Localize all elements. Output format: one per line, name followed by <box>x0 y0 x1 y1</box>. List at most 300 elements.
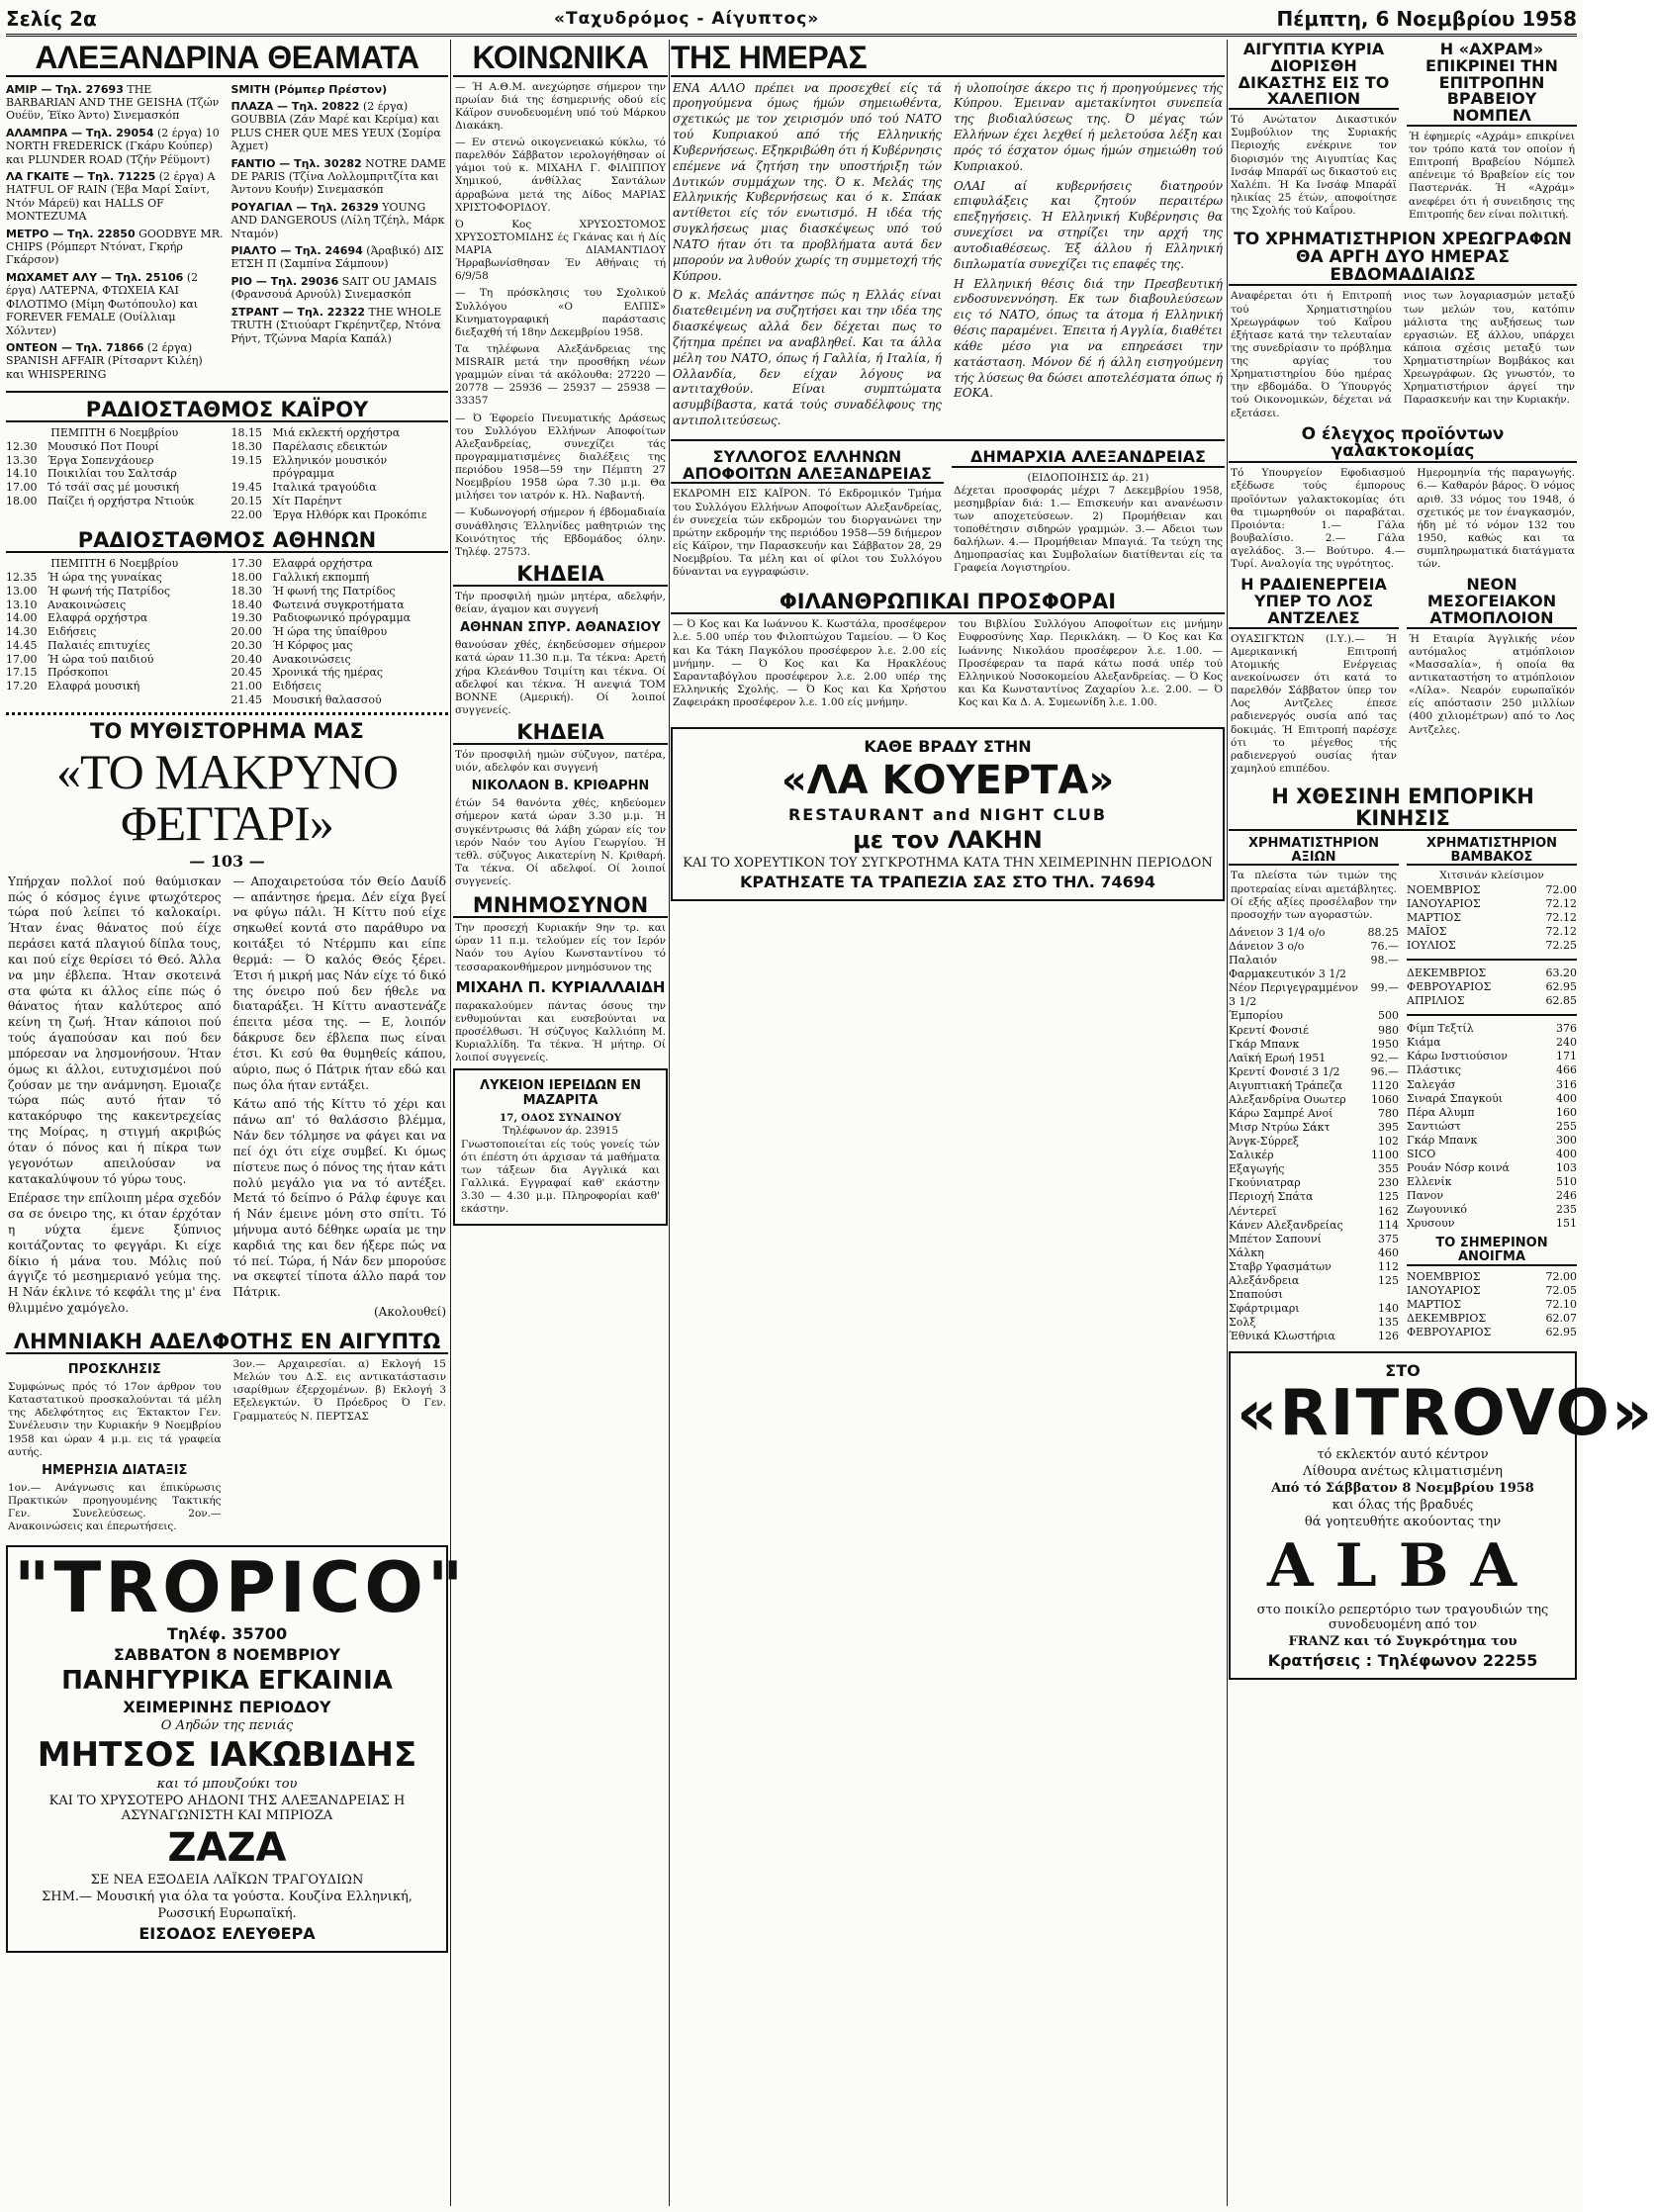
price-value: 246 <box>1556 1189 1577 1203</box>
social-item: — Κυδωνογορή σήμερον ή έβδομαδιαία συνάθλησις Έλληνίδες μαθητριών της Κοινότητος τής Εβδομάδος όλην. Τηλέφ. 27573. <box>455 507 666 558</box>
market-heading: Η ΧΘΕΣΙΝΗ ΕΜΠΟΡΙΚΗ ΚΙΝΗΣΙΣ <box>1229 785 1577 831</box>
ahram-text: Ή έφημερίς «Αχράμ» επικρίνει τον τρόπο κατά τον οποίον ή Επιτροπή Βραβείου Νόμπελ απένειμε τό Βραβείον είς τον Παστερνάκ. Ή «Αχράμ» ανεφέρει ότι ή συνειδησις της Επιτροπής δεν είναι πολιτική. <box>1409 130 1575 221</box>
price-name: Σαλεγάσ <box>1407 1077 1456 1091</box>
theatre-name: FANTIO — Τηλ. 30282 <box>230 156 362 170</box>
price-name: Ελλενίκ <box>1407 1175 1452 1189</box>
theatre-program: YOUNG AND DANGEROUS (Λίλη Τζέηλ, Μάρκ Νταμόν) <box>230 200 445 240</box>
schedule-program: Ή φωνή τής Πατρίδος <box>47 584 170 598</box>
schedule-row <box>231 611 449 625</box>
price-row <box>1229 1246 1399 1260</box>
schedule-row <box>231 680 449 693</box>
alumni-text: ΕΚΔΡΟΜΗ ΕΙΣ ΚΑΪΡΟΝ. Τό Εκδρομικόν Τμήμα του Συλλόγου Ελλήνων Αποφοίτων Αλεξανδρείας, έν συνεχεία τών εκδρομών του διοργανώνει την πρώτην εκδρομήν της περιόδου 1958—59 διήμερον είς Κάϊρον, την Παρασκευήν και Σάββατον 28, 29 Νοεμβρίου. Τα μέλη και οί φίλοι του Συλλόγου δύνανται να εγγραφώσιν. <box>673 488 942 579</box>
day-text: ή υλοποίησε άκερο τις ή προηγούμενες τής Κύπρου. Έμειναν αμετακίνητοι συνεπεία της βιοδιαλύσεως της. Ό μέγας τών Ελλήνων έχει λεχθεί ή μελετούσα λέξη και πρός τό έσχατον όμως ήμών σημειώθη τού Κυπριακού. <box>954 80 1223 173</box>
schedule-row <box>231 426 449 440</box>
schedule-program: Ή φωνή της Πατρίδος <box>272 584 396 598</box>
brotherhood-notice <box>6 1358 448 1537</box>
schedule-list <box>231 426 449 521</box>
theatre-name: ΜΕΤΡΟ — Τηλ. 22850 <box>6 227 136 240</box>
price-row <box>1229 1274 1399 1302</box>
tropico-with: και τό μπουζούκι του <box>156 1777 298 1793</box>
koyerta-with: με τον ΛΑΚΗΝ <box>853 826 1043 855</box>
schedule-time: 20.30 <box>230 638 262 652</box>
schedule-row <box>231 666 449 680</box>
schedule-time: 19.15 <box>230 453 262 467</box>
funeral-heading: ΚΗΔΕΙΑ <box>453 563 668 587</box>
schedule-row <box>231 625 449 639</box>
dairy-text: Ημερομηνία τής παραγωγής. 6.— Καθαρόν βάρος. Ό νόμος αριθ. 33 νόμος του 1948, ό σχετικός με τον έναγκασμόν, ήδη μέ τό νόμον 132 του 1950, καθώς και τα συμπληρωματικά διατάγματα τών. <box>1417 467 1575 571</box>
commodities-list <box>1407 1022 1577 1231</box>
schedule-program: Ή Κόρφος μας <box>272 638 353 652</box>
schedule-time: 18.00 <box>6 494 38 507</box>
schedule-time: 20.15 <box>230 494 262 507</box>
price-name: ΜΑΡΤΙΟΣ <box>1407 1297 1462 1311</box>
schedule-time: 13.10 <box>6 598 38 611</box>
schedule-row <box>6 454 224 468</box>
schedule-program: Ειδήσεις <box>272 680 322 693</box>
price-name: Πέρα Αλυμπ <box>1407 1105 1475 1119</box>
schedule-row <box>231 440 449 454</box>
ritrovo-line5: στο ποικίλο ρεπερτόριο των τραγουδιών της συνοδευομένη από τον <box>1256 1603 1549 1633</box>
price-row <box>1407 1148 1577 1161</box>
koyerta-type: RESTAURANT and NIGHT CLUB <box>787 805 1108 825</box>
price-name: ΦΕΒΡΟΥΑΡΙΟΣ <box>1407 980 1492 994</box>
novel-text: — Αποχαιρετούσα τόν Θείο Δαυίδ — απάντησε ήρεμα. Δέν είχα βγεί να φύγω πάλι. Ή Κίττυ πού είχε σηκωθεί κοντά στο παράθυρο να κοιτάξει τό Ντέρμπυ και είπε θερμά: — Ό καλός Θεός ξέρει. Έτσι ή μικρή μας Νάν είχε τό δικό της όνειρο πού δεν ήθελε να διαταράξει. Ή Κίττυ αναστενάζε έπειτα μέσα της. — Ε, λοιπόν δάκρυσε δεν έβλεπα πως είναι έτσι. Κι εσύ θα θυμηθείς κάπου, αύριο, πως ό Πάτρικ ήταν εδώ και πως όλα ήταν εντάξει. <box>232 874 446 1092</box>
price-value: 92.— <box>1370 1051 1399 1064</box>
column-left <box>6 40 468 1953</box>
cotton-list <box>1407 967 1577 1008</box>
schedule-row <box>6 599 224 612</box>
dotted-divider <box>6 712 448 715</box>
price-value: 72.05 <box>1545 1283 1577 1297</box>
price-name: Σαλικέρ <box>1229 1149 1274 1162</box>
schedule-time: 14.10 <box>6 467 38 481</box>
cotton-list <box>1407 883 1577 953</box>
price-name: ΜΑΪΟΣ <box>1407 924 1447 938</box>
funerals <box>453 563 668 888</box>
schedule-time: 19.45 <box>230 481 262 495</box>
mesogeiakon-heading: ΝΕΟΝ ΜΕΣΟΓΕΙΑΚΟΝ ΑΤΜΟΠΛΟΙΟΝ <box>1407 577 1577 628</box>
theatre-listing <box>6 271 224 337</box>
day-heading: ΤΗΣ ΗΜΕΡΑΣ <box>671 42 1225 77</box>
day-column <box>671 40 1225 433</box>
today-heading: ΤΟ ΣΗΜΕΡΙΝΟΝ ΑΝΟΙΓΜΑ <box>1407 1237 1577 1265</box>
la-koyerta-ad <box>671 727 1225 901</box>
theatre-program: NOTRE DAME DE PARIS (Τζίνα Λολλομπριτζίτα και Άντονυ Κουήν) Σινεμασκόπ <box>230 156 447 197</box>
price-name: Πλάστικς <box>1407 1063 1461 1077</box>
theatre-listing <box>231 83 449 96</box>
schedule-row <box>231 481 449 495</box>
theatre-program: (2 έργα) SPANISH AFFAIR (Ρίτσαρντ Κιλέη) και WHISPERING <box>6 340 203 381</box>
schedule-program: Μουσικό Ποτ Πουρί <box>47 439 159 453</box>
theatre-program: THE BARBARIAN AND THE GEISHA (Τζών Ουέϋν, Έϊκο Άντο) Σινεμασκόπ <box>6 82 220 123</box>
schedule-time: 18.40 <box>230 598 262 611</box>
column-divider <box>450 40 451 2206</box>
schedule-program: Πρόσκοποι <box>47 666 109 680</box>
price-row <box>1229 981 1399 1009</box>
schedule-program: Χρονικά τής ημέρας <box>272 666 384 680</box>
schedule-program: Ιταλικά τραγούδια <box>272 481 377 495</box>
price-name: Μπέτον Σαπουνί <box>1229 1232 1322 1245</box>
divider <box>1407 959 1577 961</box>
schedule-program: Παίζει ή ορχήστρα Ντιούκ <box>47 494 195 507</box>
theatre-listing <box>231 306 449 345</box>
schedule-row <box>231 653 449 667</box>
price-row <box>1407 1063 1577 1077</box>
right-mid <box>1229 575 1577 780</box>
lyceum-notice <box>453 1068 668 1226</box>
schedule-row <box>6 440 224 454</box>
schedule-time: 17.20 <box>6 680 38 693</box>
funeral-intro: Τήν προσφιλή ημών μητέρα, αδελφήν, θείαν, άγαμον και συγγενή <box>455 591 666 616</box>
price-row <box>1229 1190 1399 1204</box>
schedule-program: Ανακοινώσεις <box>47 598 127 611</box>
price-row <box>1407 1134 1577 1148</box>
price-row <box>1407 1106 1577 1120</box>
egypt-syria-text: Τό Ανώτατον Δικαστικόν Συμβούλιον της Συριακής Περιοχής ενέκρινε τον διορισμόν της Αιγυπτίας Κας Ινσάφ Μπαράϊ ως δικαστού εις Χαλέπι. Ή Κα Ινσάφ Μπαράϊ ηλικίας 25 έτών, αποφοίτησε της Σχολής τού Καΐρου. <box>1231 114 1397 218</box>
price-name: Χρυσουν <box>1407 1217 1455 1231</box>
schedule-time: 19.30 <box>230 611 262 625</box>
ritrovo-line4: θά γοητευθήτε ακούοντας την <box>1304 1515 1502 1530</box>
price-row <box>1407 939 1577 953</box>
theatre-listing <box>231 201 449 240</box>
theatre-listing <box>231 275 449 302</box>
theatre-program: (2 έργα) 10 NORTH FREDERICK (Γκάρυ Κούπερ) και PLUNDER ROAD (Τζήν Ρέϋμοντ) <box>6 126 220 166</box>
theatre-listing <box>6 170 224 224</box>
price-name: Σταβρ Υφασμάτων <box>1229 1259 1332 1273</box>
lyceum-address: 17, ΟΔΟΣ ΣΥΝΑΙΝΟΥ <box>499 1112 622 1125</box>
schedule-program: Μιά εκλεκτή ορχήστρα <box>272 426 401 440</box>
price-value: 62.95 <box>1545 980 1577 994</box>
price-name: Σφάρτριμαρι <box>1229 1302 1300 1316</box>
schedule-list <box>231 557 449 706</box>
price-name: Σαντιώστ <box>1407 1119 1461 1133</box>
center-top <box>671 40 1225 433</box>
price-row <box>1407 1120 1577 1134</box>
price-name: ΝΟΕΜΒΡΙΟΣ <box>1407 882 1481 896</box>
price-row <box>1229 1205 1399 1219</box>
price-name: Γκούνιατραρ <box>1229 1176 1301 1190</box>
bourse-text: νιος των λογαριασμών μεταξύ των μελών του, κατόπιν μάλιστα της αυξήσεως των εργασιών. Εξ άλλου, υπάρχει κάποια σχέσις μεταξύ των Χρηματιστηρίων Βομβάκος και Χρεωγράφων. Ως γνωστόν, το Χρηματιστήριον άργεί την Παρασκευήν και την Κυριακήν. <box>1403 290 1575 407</box>
price-value: 376 <box>1556 1022 1577 1036</box>
price-value: 62.95 <box>1545 1325 1577 1338</box>
price-row <box>1407 1284 1577 1298</box>
schedule-row <box>6 585 224 599</box>
schedule-program: Ή ώρα της ύπαίθρου <box>272 625 388 639</box>
price-row <box>1229 1219 1399 1233</box>
theatres-heading: ΑΛΕΞΑΝΔΡΙΝΑ ΘΕΑΜΑΤΑ <box>6 42 448 77</box>
schedule-program: Φωτεινά συγκροτήματα <box>272 598 405 611</box>
municipality-sub: (ΕΙΔΟΠΟΙΗΣΙΣ άρ. 21) <box>1027 471 1149 484</box>
agenda-text: 3ον.— Αρχαιρεσίαι. α) Εκλογή 15 Μελών του Δ.Σ. εις αντικατάστασιν ισαρίθμων έξερχομένων. β) Εκλογή 3 Εξελεγκτών. Ό Πρόεδρος Ό Γεν. Γραμματεύς Ν. ΠΕΡΤΣΑΣ <box>232 1358 446 1423</box>
social-item: — Ή Α.Θ.Μ. ανεχώρησε σήμερον την πρωίαν διά της έσημερινής οδού είς Κάϊρον συνοδευομένη υπό τού Μάρκου Διακάκη. <box>455 80 666 132</box>
charity-text: του Βιβλίου Συλλόγου Αποφοίτων εις μνήμην Ευφροσύνης Χαρ. Περικλάκη. — Ό Κος και Κα Ιωάννης Νικολάου προσέφερον λ.ε. 1.00. — Προσέφεραν τα παρά κάτω ποσά υπέρ τού Ελληνικού Νοσοκομείου Αλεξανδρείας. — Ό Κος και Κα Κωνσταντίνος Ζαχαρίου λ.ε. 2.00. — Ό Κος και Κα Δ. Α. Συμεωνίδη λ.ε. 1.00. <box>958 618 1223 709</box>
funeral-name: ΝΙΚΟΛΑΟΝ Β. ΚΡΙΘΑΡΗΝ <box>471 779 650 794</box>
price-row <box>1229 940 1399 954</box>
tropico-name: "TROPICO" <box>14 1547 468 1629</box>
schedule-time: 12.30 <box>6 439 38 453</box>
price-value: 98.— <box>1370 954 1399 968</box>
price-value: 355 <box>1378 1162 1399 1176</box>
ritrovo-line6: FRANZ και τό Συγκρότημα του <box>1288 1634 1517 1650</box>
price-name: Έμπορίου <box>1229 1009 1283 1023</box>
price-row <box>1229 1052 1399 1065</box>
price-row <box>1407 897 1577 911</box>
schedule-row <box>6 680 224 693</box>
schedule-row <box>231 557 449 571</box>
tropico-season: ΧΕΙΜΕΡΙΝΗΣ ΠΕΡΙΟΔΟΥ <box>123 1698 331 1717</box>
today-list <box>1407 1270 1577 1339</box>
schedule-time: 21.45 <box>230 692 262 706</box>
price-value: 980 <box>1378 1023 1399 1037</box>
price-value: 1120 <box>1371 1078 1399 1092</box>
schedule-row <box>231 585 449 599</box>
theatre-name: SMITH (Ρόμπερ Πρέστον) <box>230 82 388 96</box>
schedule-program: Ραδιοφωνικό πρόγραμμα <box>272 611 412 625</box>
theatre-name: ΑΛΑΜΠΡΑ — Τηλ. 29054 <box>6 126 154 139</box>
price-name: Μισρ Ντρύω Σάκτ <box>1229 1121 1331 1135</box>
funeral-text: έτών 54 θανόντα χθές, κηδεύομεν σήμερον κατά ώραν 3.30 μ.μ. Ή συγκέντρωσις θά λάβη χώραν είς τον ιερόν Ναόν του Αγίου Γεωργίου. Ή τεθλ. σύζυγος Αικατερίνη Ν. Κριθαρή. Τα τέκνα. Οί αδελφοί. Οί λοιποί συγγενείς. <box>455 797 666 888</box>
radio-athens-heading: ΡΑΔΙΟΣΤΑΘΜΟΣ ΑΘΗΝΩΝ <box>6 529 448 553</box>
price-row <box>1229 1149 1399 1162</box>
price-row <box>1407 1050 1577 1063</box>
stocks-intro: Τα πλείστα τών τιμών της προτεραίας είναι αμετάβλητες. Οί εξής αξίες προσέλαβον την προσοχήν των αγοραστών. <box>1231 870 1397 921</box>
memorial-intro: Την προσεχή Κυριακήν 9ην τρ. και ώραν 11 π.μ. τελούμεν είς τον Ιερόν Ναόν του Αγίου Κωνσταντίνου τό τεσσαρακονθήμερον μνημόσυνον της <box>455 922 666 973</box>
schedule-time: 17.30 <box>230 557 262 571</box>
continued-note: (Ακολουθεί) <box>373 1305 446 1320</box>
price-name: Αλεξάνδρεια Σπαπούσι <box>1229 1273 1300 1301</box>
price-value: 1950 <box>1371 1037 1399 1051</box>
schedule-program: Έργα Ηλθόρκ και Προκόπιε <box>272 507 427 521</box>
price-value: 375 <box>1378 1232 1399 1245</box>
theatre-program: GOODBYE MR. CHIPS (Ρόμπερτ Ντόνατ, Γκρήρ Γκάρσον) <box>6 227 224 267</box>
tropico-with2: ΚΑΙ ΤΟ ΧΡΥΣΟΤΕΡΟ ΑΗΔΟΝΙ ΤΗΣ ΑΛΕΞΑΝΔΡΕΙΑΣ Η ΑΣΥΝΑΓΩΝΙΣΤΗ ΚΑΙ ΜΠΡΙΟΖΑ <box>48 1794 406 1824</box>
social-item: Τα τηλέφωνα Αλεξάνδρειας της MISRAIR μετά την προσθήκη νέων γραμμών είναι τά ακόλουθα: 27220 — 20778 — 25936 — 25937 — 25938 — 33357 <box>455 342 666 408</box>
theatres-list-right <box>231 81 449 386</box>
column-right <box>1229 40 1654 1680</box>
price-name: SICO <box>1407 1147 1436 1160</box>
theatre-listing <box>6 341 224 381</box>
price-row <box>1229 1024 1399 1038</box>
radio-cairo-heading: ΡΑΔΙΟΣΤΑΘΜΟΣ ΚΑΪΡΟΥ <box>6 399 448 422</box>
bourse-body <box>1229 290 1577 423</box>
theatre-listing <box>6 228 224 267</box>
funeral-text: θανούσαν χθές, έκηδεύσομεν σήμερον κατά ώραν 11.30 π.μ. Τα τέκνα: Αρετή χήρα Κλεάνθου Τσιμίτη και τέκνα. Οί αδελφοί και τέκνα. Ή ανεψιά ΤΟΜ ΒΟΝΝΕ (Αμερική). Οί λοιποί συγγενείς. <box>455 639 666 716</box>
schedule-row <box>6 639 224 653</box>
price-row <box>1407 1298 1577 1312</box>
price-name: Ζωγουνικό <box>1407 1203 1467 1217</box>
schedule-time: 18.00 <box>230 571 262 585</box>
price-name: Χάλκη <box>1229 1245 1264 1259</box>
price-value: 72.00 <box>1545 882 1577 896</box>
price-row <box>1407 994 1577 1008</box>
masthead <box>6 4 1577 37</box>
theatres-listings <box>6 81 448 386</box>
theatre-name: ΡΟΥΑΓΙΑΛ — Τηλ. 26329 <box>230 200 379 214</box>
schedule-program: Γαλλική εκπομπή <box>272 571 370 585</box>
price-row <box>1229 1121 1399 1135</box>
price-name: Έθνικά Κλωστήρια <box>1229 1330 1335 1343</box>
ritrovo-line3: και όλας τής βραδυές <box>1332 1498 1474 1514</box>
schedule-row <box>6 571 224 585</box>
price-name: Σολξ <box>1229 1316 1256 1330</box>
ahram-heading: Η «ΑΧΡΑΜ» ΕΠΙΚΡΙΝΕΙ ΤΗΝ ΕΠΙΤΡΟΠΗΝ ΒΡΑΒΕΙΟΥ ΝΟΜΠΕΛ <box>1407 42 1577 127</box>
tropico-singer-label: Ο Αηδών της πενιάς <box>160 1718 294 1734</box>
price-name: Λαϊκή Ερωή 1951 <box>1229 1051 1327 1064</box>
price-row <box>1407 1270 1577 1284</box>
price-row <box>1229 954 1399 981</box>
price-value: 88.25 <box>1367 925 1399 939</box>
schedule-row <box>6 625 224 639</box>
price-row <box>1407 1189 1577 1203</box>
price-name: Πανον <box>1407 1189 1444 1203</box>
day-text: ΟΛΑΙ αί κυβερνήσεις διατηρούν επιφυλάξεις και ζητούν περαιτέρω επεξηγήσεις. Ή Ελληνική Κυβέρνησις θα συνεχίσει να στηρίζει την αρχή της αυτοδιαθέσεως. Έξ άλλου ή Ελληνική διπλωματία συνεχίζει τις επαφές της. <box>954 178 1223 271</box>
theatre-listing <box>231 157 449 197</box>
dairy-text: Τό Υπουργείον Εφοδιασμού εξέδωσε τούς έμπορους προϊόντων γαλακτοκομίας ότι θα τιμωρηθούν οι παραβάται. Προιόντα: 1.— Γάλα βουβαλίσιο. 2.— Γάλα αγελάδος. 3.— Βούτυρο. 4.— Τυρί. Αναλογία της υγρότητος. <box>1231 467 1406 571</box>
theatre-program: (Άραβικό) ΔΙΣ ΕΤΣΗ Π (Σαμπίνα Σάμπουν) <box>230 244 444 271</box>
schedule-row <box>231 508 449 522</box>
novel-title: «ΤΟ ΜΑΚΡΥΝΟ ΦΕΓΓΑΡΙ» <box>55 743 399 852</box>
price-row <box>1229 1330 1399 1343</box>
price-value: 1100 <box>1371 1149 1399 1162</box>
invitation-text: Συμφώνως πρός τό 17ον άρθρον του Καταστατικού προσκαλούνται τά μέλη της Αδελφότητος εις Έκτακτον Γεν. Συνέλευσιν την Κυριακήν 9 Νοεμβρίου 1958 και ώραν 4 μ.μ. εις τά γραφεία αυτής. <box>8 1381 222 1458</box>
lyceum-phone: Τηλέφωνον άρ. 23915 <box>502 1125 619 1138</box>
price-row <box>1229 1302 1399 1316</box>
price-row <box>1407 1175 1577 1189</box>
funeral-intro: Τόν προσφιλή ημών σύζυγον, πατέρα, υιόν, αδελφόν και συγγενή <box>455 749 666 775</box>
social-items <box>453 81 668 559</box>
egypt-syria-heading: ΑΙΓΥΠΤΙΑ ΚΥΡΙΑ ΔΙΟΡΙΣΘΗ ΔΙΚΑΣΤΗΣ ΕΙΣ ΤΟ ΧΑΛΕΠΙΟΝ <box>1229 42 1399 110</box>
radio-athens-schedule <box>6 557 448 706</box>
ritrovo-star: ALBA <box>1266 1531 1538 1602</box>
schedule-list <box>6 440 224 508</box>
installment-number: — 103 — <box>189 851 265 871</box>
paper-name: «Ταχυδρόμος - Αίγυπτος» <box>553 9 820 29</box>
dairy-body <box>1229 467 1577 575</box>
price-row <box>1229 1135 1399 1149</box>
schedule-program: Έργα Σοπενχάουερ <box>47 453 154 467</box>
price-name: ΙΑΝΟΥΑΡΙΟΣ <box>1407 896 1481 910</box>
schedule-row <box>6 495 224 508</box>
schedule-time: 18.15 <box>230 426 262 440</box>
price-name: Δάνειον 3 1/4 ο/ο <box>1229 925 1326 939</box>
schedule-time: 20.40 <box>230 652 262 666</box>
social-heading: ΚΟΙΝΩΝΙΚΑ <box>453 42 668 77</box>
market-body <box>1229 835 1577 1343</box>
price-value: 99.— <box>1370 981 1399 995</box>
theatre-program: SAIT OU JAMAIS (Φρανσουά Αρνούλ) Σινεμασκόπ <box>230 274 437 302</box>
price-row <box>1407 911 1577 925</box>
schedule-time: 18.30 <box>230 439 262 453</box>
issue-date: Πέμπτη, 6 Νοεμβρίου 1958 <box>1276 7 1577 31</box>
price-name: ΦΕΒΡΟΥΑΡΙΟΣ <box>1407 1325 1492 1338</box>
tropico-phone: Τηλέφ. 35700 <box>166 1624 288 1644</box>
schedule-time: 17.15 <box>6 666 38 680</box>
price-value: 395 <box>1378 1121 1399 1135</box>
day-text: Ό κ. Μελάς απάντησε πώς η Ελλάς είναι διατεθειμένη να συζητήσει και την ιδέα της διασκέψεως αλλά δεν δέχεται πως το ζήτημα πρέπει να αναβληθεί. Και τα άλλα μέλη του ΝΑΤΟ, όπως ή Γαλλία, ή Ιταλία, ή Ολλανδία, δεν είχαν λόγους να αντιταχθούν. Είναι συμπτώματα ασυμβίβαστα, κατά τούς συναδέλφους της αντιπολιτεύσεως. <box>673 288 942 427</box>
theatre-listing <box>6 127 224 166</box>
memorial-name: ΜΙΧΑΗΛ Π. ΚΥΡΙΑΛΛΑΙΔΗ <box>455 977 666 996</box>
price-value: 72.00 <box>1545 1269 1577 1283</box>
social-item: — Ό Έφορείο Πνευματικής Δράσεως του Συλλόγου Ελλήνων Αποφοίτων Αλεξανδρείας, συνεχίζει τάς προγραμματισμένες διαλέξεις της περιόδου 1958—59 την Πέμπτη 27 Νοεμβρίου 1958 ώρα 7.30 μ.μ. Θα μιλήσει τον ιατρόν κ. Ηλ. Ναβαντή. <box>455 412 666 503</box>
price-name: ΜΑΡΤΙΟΣ <box>1407 910 1462 924</box>
radioactivity-text: ΟΥΑΣΙΓΚΤΩΝ (Ι.Υ.).— Ή Αμερικανική Επιτροπή Ατομικής Ενέργειας ανεκοίνωσεν ότι κατά το παρελθόν Σάββατον ύπερ τον Λος Αντζελες έπεσε ραδιενεργός ουσία από τας δοκιμάς. Ή Επιτροπή παρέσχε ότι το μέγεθος τής ραδιενεργού ουσίας ήταν χαμηλού επιπέδου. <box>1231 632 1397 775</box>
municipality-text: Δέχεται προσφοράς μέχρι 7 Δεκεμβρίου 1958, μεσημβρίαν διά: 1.— Επισκευήν και ανανέωσιν των αποχετεύσεων. 2) Προμήθειαν και τοποθέτησιν σιδηρών γραμμών. 3.— Αδειοι των δαλήλων. 4.— Προμήθειαν Μπαγιά. Τα τεύχη της Δημοπρασίας και Συμβολαίων διατίθενται είς τα Γραφεία Λογιστηρίου. <box>954 484 1223 575</box>
theatre-name: ΡΙΑΛΤΟ — Τηλ. 24694 <box>230 244 363 258</box>
theatre-name: ΟΝΤΕΟΝ — Τηλ. 71866 <box>6 340 144 354</box>
price-row <box>1407 1326 1577 1339</box>
price-name: Σιναρά Σπαγκούι <box>1407 1091 1504 1105</box>
tropico-songs: ΣΕ ΝΕΑ ΕΞΟΔΕΙΑ ΛΑΪΚΩΝ ΤΡΑΓΟΥΔΙΩΝ <box>90 1873 364 1889</box>
price-value: 140 <box>1378 1302 1399 1316</box>
price-value: 72.12 <box>1545 910 1577 924</box>
price-value: 114 <box>1378 1218 1399 1232</box>
schedule-time: 17.00 <box>6 481 38 495</box>
price-row <box>1407 1078 1577 1092</box>
theatre-program: THE WHOLE TRUTH (Στιούαρτ Γκρέηντζερ, Ντόνα Ρήντ, Τζώννα Μαρία Καπάλ) <box>230 305 442 345</box>
charity-heading: ΦΙΛΑΝΘΡΩΠΙΚΑΙ ΠΡΟΣΦΟΡΑΙ <box>671 591 1225 614</box>
price-name: Άνγκ-Σύρρεξ <box>1229 1135 1299 1149</box>
price-value: 162 <box>1378 1204 1399 1218</box>
tropico-event: ΠΑΝΗΓΥΡΙΚΑ ΕΓΚΑΙΝΙΑ <box>61 1666 393 1697</box>
schedule-program: Παρέλασις εδεικτών <box>272 439 388 453</box>
schedule-program: Ελαφρά μουσική <box>47 680 140 693</box>
schedule-program: Ειδήσεις <box>47 625 97 639</box>
price-name: Λέντερεϊ <box>1229 1204 1277 1218</box>
schedule-row <box>6 467 224 481</box>
column-divider <box>669 40 670 2206</box>
right-top <box>1229 40 1577 226</box>
schedule-time: 14.30 <box>6 625 38 639</box>
price-row <box>1407 1161 1577 1175</box>
price-value: 240 <box>1556 1036 1577 1050</box>
schedule-program: Ή ώρα τού παιδιού <box>47 652 154 666</box>
schedule-row <box>231 495 449 508</box>
agenda-text: 1ον.— Ανάγνωσις και έπικύρωσις Πρακτικών προηγουμένης Τακτικής Γεν. Συνελεύσεως. 2ον.— Ανακοινώσεις και έπερωτήσεις. <box>8 1481 222 1533</box>
price-name: Κρεντί Φονσιέ <box>1229 1023 1309 1037</box>
price-row <box>1407 1217 1577 1231</box>
price-row <box>1229 1233 1399 1246</box>
price-row <box>1229 1065 1399 1079</box>
schedule-time: 18.30 <box>230 584 262 598</box>
theatre-program: (2 έργα) A HATFUL OF RAIN (Έβα Μαρί Σαίντ, Ντόν Μάρεϋ) και HALLS OF MONTEZUMA <box>6 170 216 224</box>
day-body <box>671 81 1225 433</box>
price-name: Αλεξανδρίνα Ουωτερ <box>1229 1092 1346 1106</box>
schedule-time: 12.35 <box>6 571 38 585</box>
price-name: Περιοχή Σπάτα <box>1229 1190 1314 1204</box>
theatre-listing <box>231 244 449 271</box>
charity-text: — Ό Κος και Κα Ιωάννου Κ. Κωστάλα, προσέφερον λ.ε. 5.00 υπέρ του Φιλοπτώχου Ταμείου. — Ό Κος και Κα Τάκη Παγκόλου προσέφερον λ.ε. 2.00 είς μνήμην. — Ό Κος και Κα Ηρακλέους Σαρανταβόγλου προσέφερον λ.ε. 2.00 υπέρ της Ελληνικής Σχολής. — Ό Κος και Κα Χρήστου Ζαφειράκη προσέφερον λ.ε. 1.00 είς μνήμην. <box>673 618 947 709</box>
ritrovo-line2: Λίθουρα ανέτως κλιματισμένη <box>1303 1464 1503 1480</box>
price-name: ΔΕΚΕΜΒΡΙΟΣ <box>1407 1311 1487 1325</box>
koyerta-text: ΚΑΙ ΤΟ ΧΟΡΕΥΤΙΚΟΝ ΤΟΥ ΣΥΓΚΡΟΤΗΜΑ ΚΑΤΑ ΤΗΝ ΧΕΙΜΕΡΙΝΗΝ ΠΕΡΙΟΔΟΝ <box>683 856 1213 872</box>
schedule-program: Ή ώρα της γυναίκας <box>47 571 162 585</box>
price-row <box>1407 1312 1577 1326</box>
tropico-date: ΣΑΒΒΑΤΟΝ 8 ΝΟΕΜΒΡΙΟΥ <box>113 1645 341 1665</box>
price-value: 400 <box>1556 1147 1577 1160</box>
price-value: 63.20 <box>1545 966 1577 979</box>
schedule-row <box>231 599 449 612</box>
schedule-program: Χίτ Παρέηντ <box>272 494 342 507</box>
schedule-program: Ανακοινώσεις <box>272 652 351 666</box>
agenda-subheading: ΗΜΕΡΗΣΙΑ ΔΙΑΤΑΞΙΣ <box>42 1462 188 1478</box>
column-center <box>671 40 1225 901</box>
ritrovo-ad <box>1229 1351 1654 1680</box>
theatre-listing <box>6 83 224 123</box>
cotton-heading: ΧΡΗΜΑΤΙΣΤΗΡΙΟΝ ΒΑΜΒΑΚΟΣ <box>1407 837 1577 866</box>
schedule-program: Παλαιές επιτυχίες <box>47 638 150 652</box>
memorial-heading: ΜΝΗΜΟΣΥΝΟΝ <box>453 894 668 918</box>
price-value: 171 <box>1556 1050 1577 1063</box>
